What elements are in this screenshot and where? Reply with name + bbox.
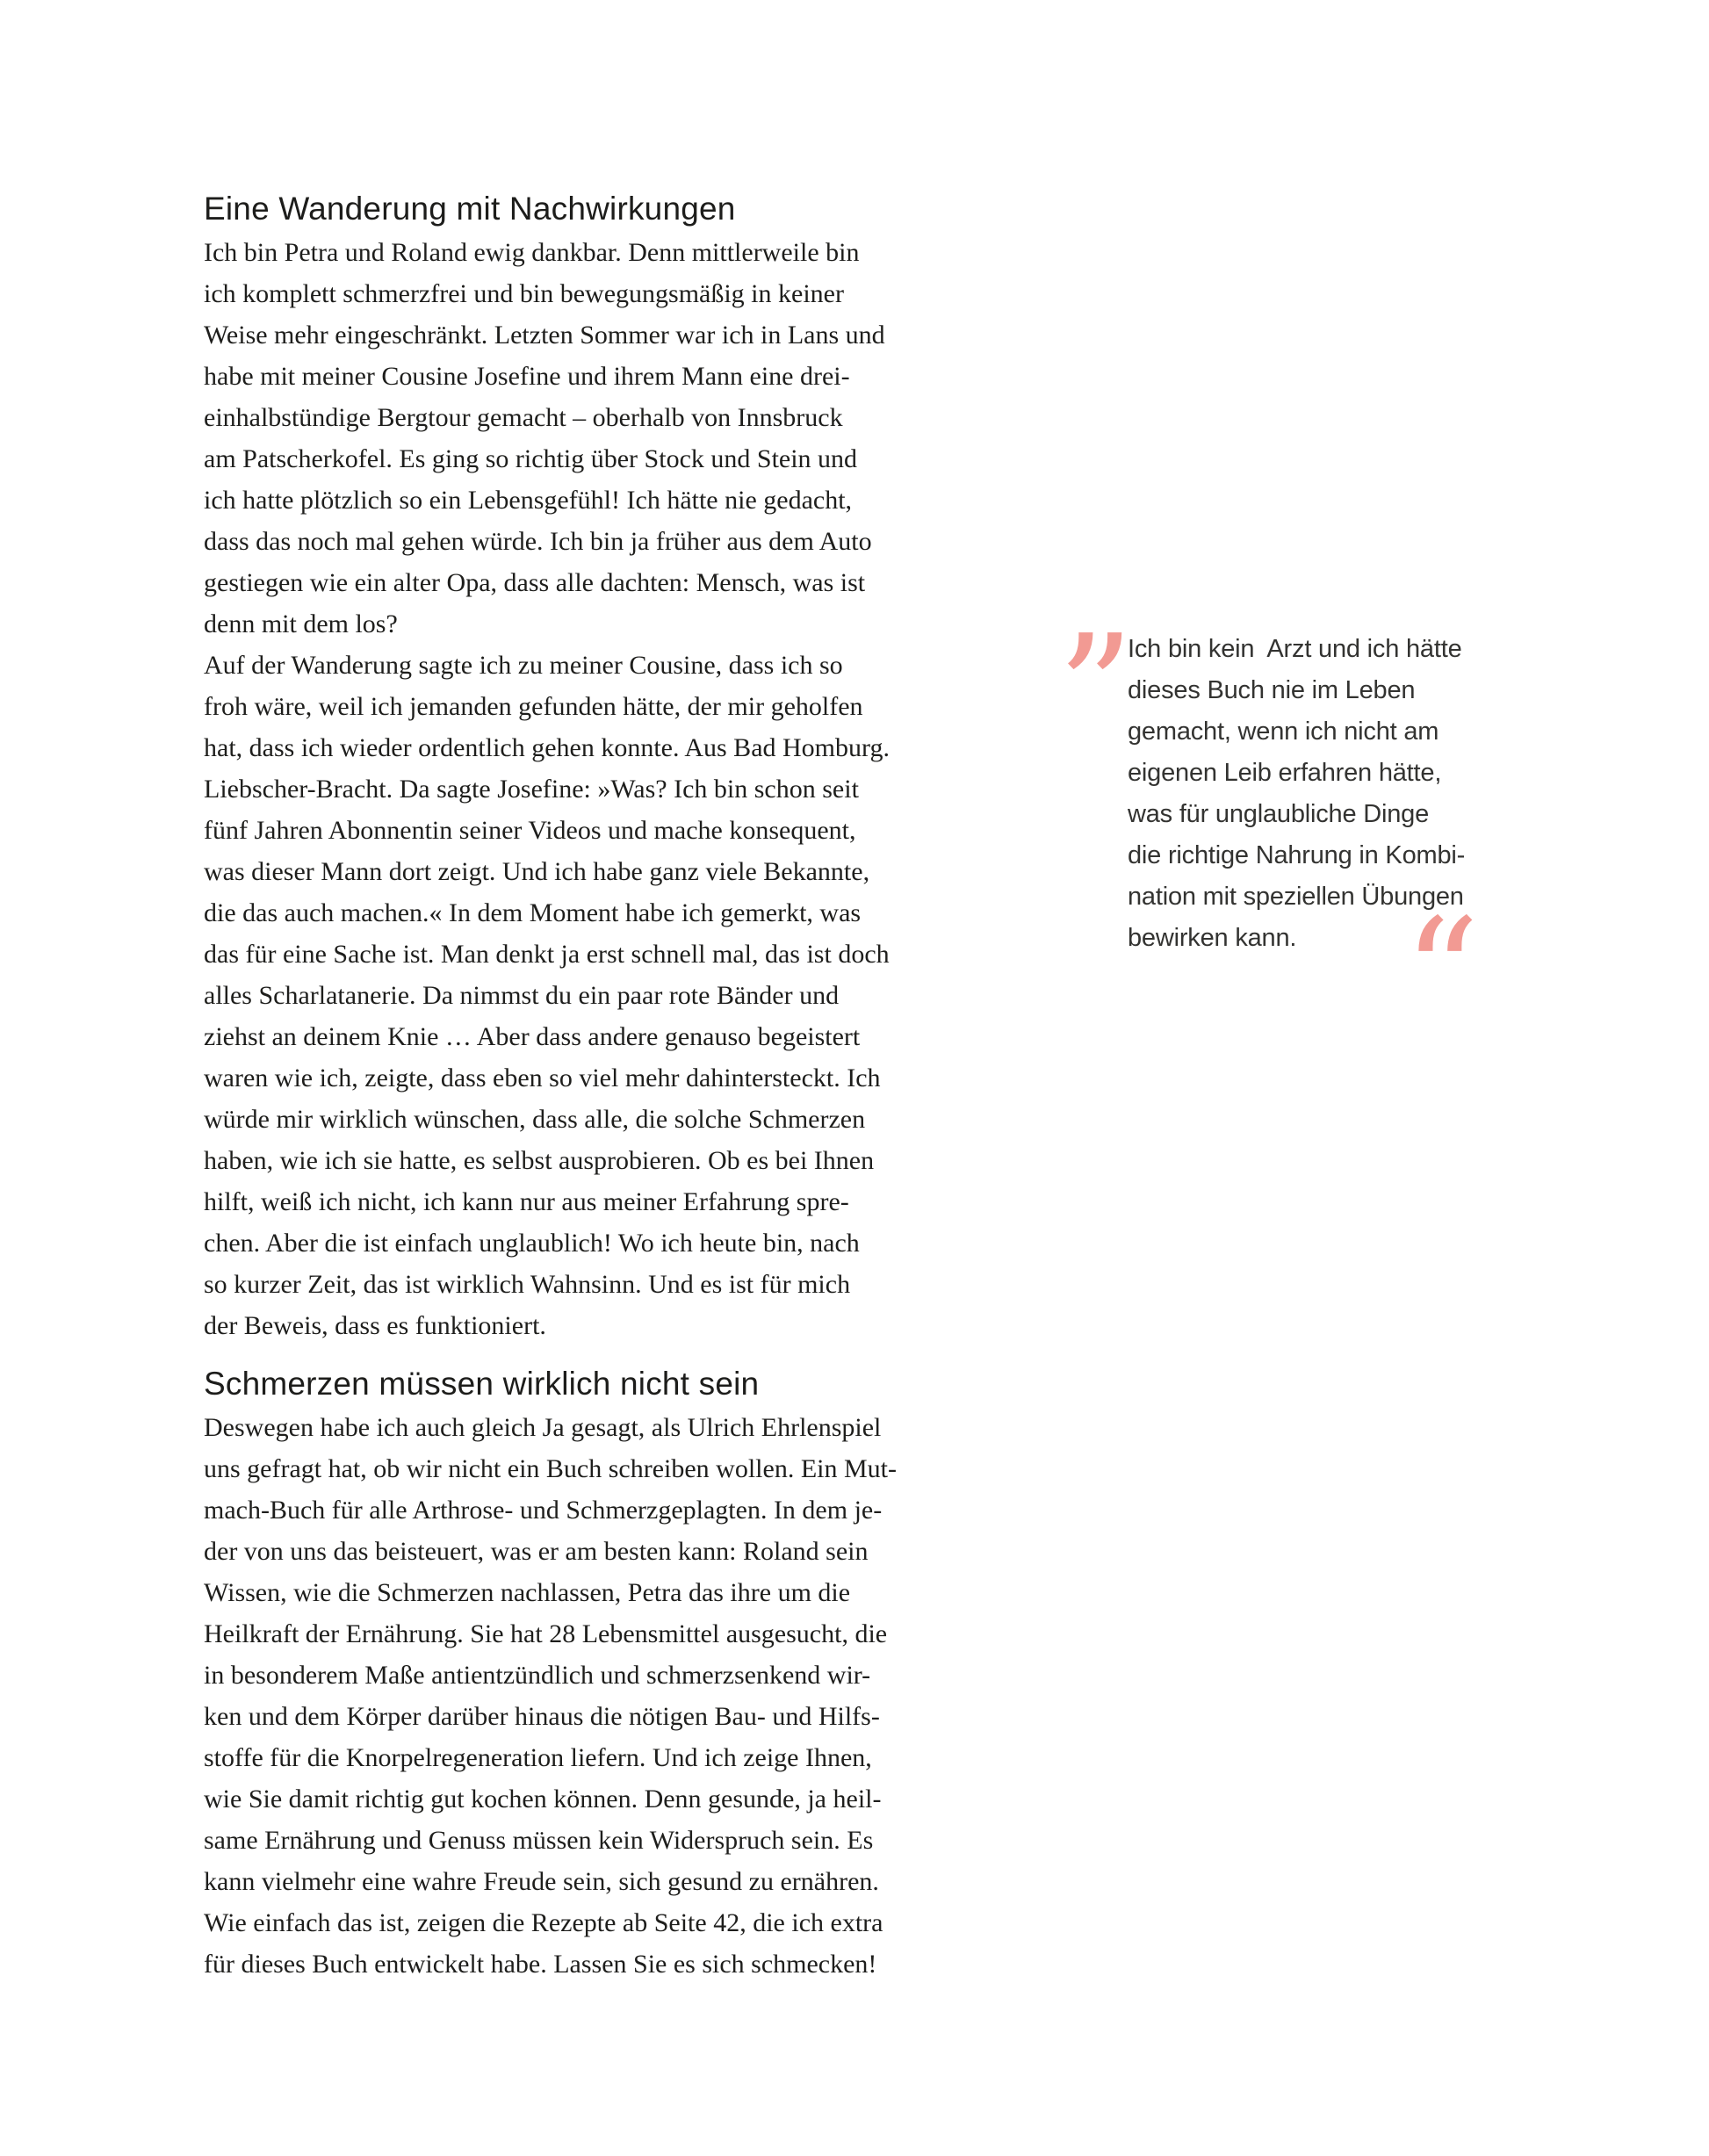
text-line: Weise mehr eingeschränkt. Letzten Sommer war ich in Lans und bbox=[204, 321, 885, 350]
text-line: für dieses Buch entwickelt habe. Lassen Sie es sich schmecken! bbox=[204, 1950, 877, 1979]
text-line: in besonderem Maße antientzündlich und schmerzsenkend wir- bbox=[204, 1661, 871, 1690]
section-schmerzen bbox=[204, 1363, 990, 1985]
text-line: habe mit meiner Cousine Josefine und ihrem Mann eine drei- bbox=[204, 362, 850, 391]
text-line: denn mit dem los? bbox=[204, 609, 398, 638]
main-text-column bbox=[204, 188, 990, 1985]
text-line: der Beweis, dass es funktioniert. bbox=[204, 1311, 546, 1340]
paragraph-wanderung-1 bbox=[204, 232, 990, 645]
text-line: bewirken kann. bbox=[1128, 924, 1297, 952]
text-line: waren wie ich, zeigte, dass eben so viel mehr dahintersteckt. Ich bbox=[204, 1064, 881, 1092]
text-line: Ich bin Petra und Roland ewig dankbar. Denn mittlerweile bin bbox=[204, 238, 860, 267]
paragraph-wanderung-2 bbox=[204, 645, 990, 1346]
text-line: ziehst an deinem Knie … Aber dass andere genauso begeistert bbox=[204, 1022, 861, 1051]
text-line: Liebscher-Bracht. Da sagte Josefine: »Was? Ich bin schon seit bbox=[204, 775, 859, 804]
text-line: würde mir wirklich wünschen, dass alle, die solche Schmerzen bbox=[204, 1105, 866, 1134]
text-line: mach-Buch für alle Arthrose- und Schmerzgeplagten. In dem je- bbox=[204, 1496, 883, 1525]
text-line: uns gefragt hat, ob wir nicht ein Buch schreiben wollen. Ein Mut- bbox=[204, 1454, 897, 1483]
text-line: so kurzer Zeit, das ist wirklich Wahnsinn. Und es ist für mich bbox=[204, 1270, 851, 1299]
text-line: Auf der Wanderung sagte ich zu meiner Cousine, dass ich so bbox=[204, 651, 843, 680]
text-line: froh wäre, weil ich jemanden gefunden hätte, der mir geholfen bbox=[204, 692, 863, 721]
text-line: Wissen, wie die Schmerzen nachlassen, Petra das ihre um die bbox=[204, 1578, 851, 1607]
text-line: das für eine Sache ist. Man denkt ja erst schnell mal, das ist doch bbox=[204, 940, 890, 969]
text-line: dass das noch mal gehen würde. Ich bin ja früher aus dem Auto bbox=[204, 527, 872, 556]
text-line: nation mit speziellen Übungen bbox=[1128, 883, 1464, 911]
text-line: kann vielmehr eine wahre Freude sein, sich gesund zu ernähren. bbox=[204, 1867, 879, 1896]
section-heading-schmerzen: Schmerzen müssen wirklich nicht sein bbox=[204, 1366, 760, 1402]
text-line: same Ernährung und Genuss müssen kein Widerspruch sein. Es bbox=[204, 1826, 874, 1855]
text-line: ken und dem Körper darüber hinaus die nötigen Bau- und Hilfs- bbox=[204, 1702, 880, 1731]
text-line: ich komplett schmerzfrei und bin bewegungsmäßig in keiner bbox=[204, 279, 844, 308]
text-line: der von uns das beisteuert, was er am besten kann: Roland sein bbox=[204, 1537, 869, 1566]
text-line: Wie einfach das ist, zeigen die Rezepte ab Seite 42, die ich extra bbox=[204, 1908, 883, 1937]
text-line: gestiegen wie ein alter Opa, dass alle dachten: Mensch, was ist bbox=[204, 568, 866, 597]
text-line: dieses Buch nie im Leben bbox=[1128, 676, 1416, 704]
text-line: Heilkraft der Ernährung. Sie hat 28 Lebensmittel ausgesucht, die bbox=[204, 1619, 888, 1648]
text-line: ich hatte plötzlich so ein Lebensgefühl! Ich hätte nie gedacht, bbox=[204, 486, 853, 515]
section-wanderung bbox=[204, 188, 990, 1346]
text-line: einhalbstündige Bergtour gemacht – oberhalb von Innsbruck bbox=[204, 403, 843, 432]
text-line: was für unglaubliche Dinge bbox=[1128, 800, 1430, 828]
text-line: eigenen Leib erfahren hätte, bbox=[1128, 759, 1442, 787]
text-line: wie Sie damit richtig gut kochen können. Denn gesunde, ja heil- bbox=[204, 1785, 882, 1813]
text-line: die das auch machen.« In dem Moment habe ich gemerkt, was bbox=[204, 898, 862, 927]
text-line: gemacht, wenn ich nicht am bbox=[1128, 717, 1439, 746]
text-line: was dieser Mann dort zeigt. Und ich habe ganz viele Bekannte, bbox=[204, 857, 870, 886]
paragraph-schmerzen-1 bbox=[204, 1407, 990, 1985]
text-line: hat, dass ich wieder ordentlich gehen konnte. Aus Bad Homburg. bbox=[204, 733, 890, 762]
text-line: Ich bin kein Arzt und ich hätte bbox=[1128, 635, 1462, 663]
text-line: hilft, weiß ich nicht, ich kann nur aus meiner Erfahrung spre- bbox=[204, 1187, 849, 1216]
text-line: alles Scharlatanerie. Da nimmst du ein paar rote Bänder und bbox=[204, 981, 840, 1010]
text-line: die richtige Nahrung in Kombi- bbox=[1128, 841, 1466, 869]
closing-quote-icon: “ bbox=[1403, 887, 1475, 1061]
text-line: haben, wie ich sie hatte, es selbst ausprobieren. Ob es bei Ihnen bbox=[204, 1146, 875, 1175]
text-line: chen. Aber die ist einfach unglaublich! Wo ich heute bin, nach bbox=[204, 1229, 860, 1258]
opening-quote-icon: ” bbox=[1057, 603, 1129, 777]
text-line: stoffe für die Knorpelregeneration liefern. Und ich zeige Ihnen, bbox=[204, 1743, 872, 1772]
text-line: fünf Jahren Abonnentin seiner Videos und mache konsequent, bbox=[204, 816, 856, 845]
text-line: am Patscherkofel. Es ging so richtig über Stock und Stein und bbox=[204, 444, 858, 473]
text-line: Deswegen habe ich auch gleich Ja gesagt, als Ulrich Ehrlenspiel bbox=[204, 1413, 882, 1442]
section-heading-wanderung: Eine Wanderung mit Nachwirkungen bbox=[204, 191, 736, 227]
